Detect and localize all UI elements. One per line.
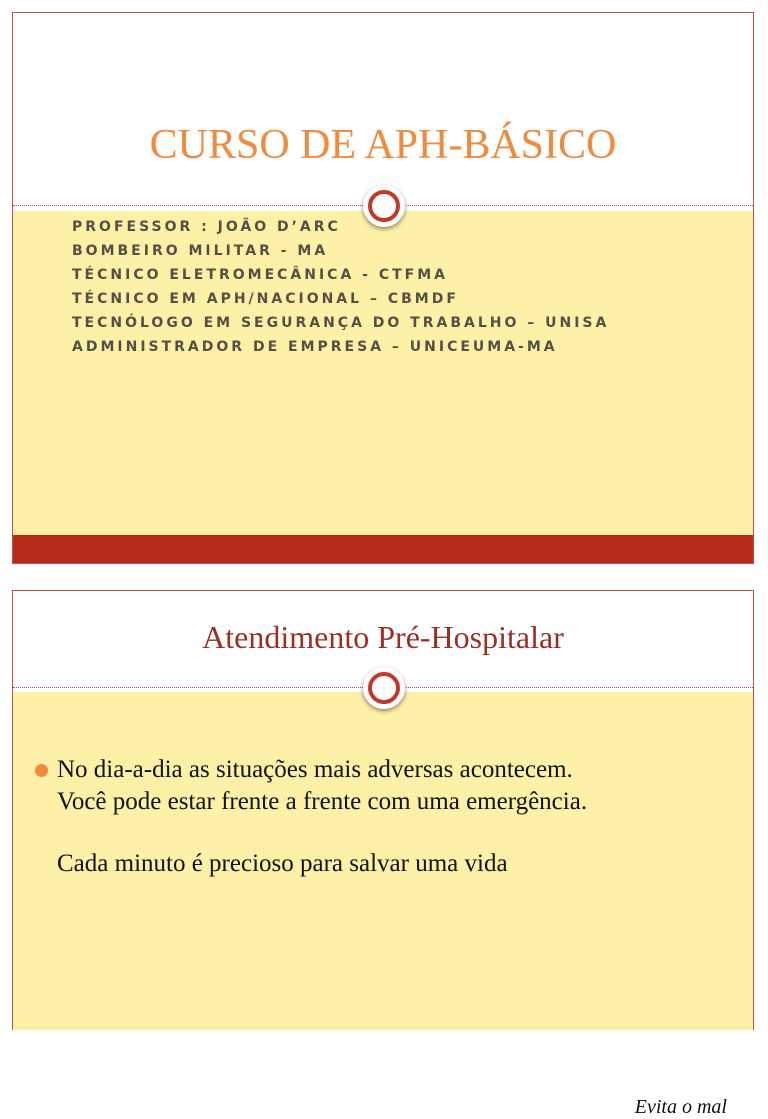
slide-1-bottom-bar xyxy=(13,535,753,563)
bullet-line: Cada minuto é precioso para salvar uma vida xyxy=(57,850,508,877)
bullet-line: No dia-a-dia as situações mais adversas acontecem. xyxy=(57,756,573,783)
bullet-line: Você pode estar frente a frente com uma emergência. xyxy=(57,788,588,815)
subtitle-line: TECNÓLOGO EM SEGURANÇA DO TRABALHO – UNISA xyxy=(72,315,610,331)
line-gap xyxy=(57,818,587,848)
bullet-icon xyxy=(35,764,48,777)
slide-1-subtitle-list xyxy=(72,215,609,359)
subtitle-line: TÉCNICO ELETROMECÂNICA - CTFMA xyxy=(72,267,448,283)
slide-1 xyxy=(12,12,754,564)
slide-1-title-area xyxy=(13,13,753,205)
subtitle-line: BOMBEIRO MILITAR - MA xyxy=(72,243,329,259)
slide-1-title: CURSO DE APH-BÁSICO xyxy=(149,122,617,168)
ring-ornament-icon xyxy=(363,667,405,709)
subtitle-line: PROFESSOR : JOÃO D’ARC xyxy=(72,219,341,235)
slide-2-title: Atendimento Pré-Hospitalar xyxy=(202,619,564,655)
bullet-text xyxy=(57,754,587,880)
corner-note: Evita o mal xyxy=(634,1096,727,1118)
subtitle-line: ADMINISTRADOR DE EMPRESA – UNICEUMA-MA xyxy=(72,339,558,355)
subtitle-line: TÉCNICO EM APH/NACIONAL – CBMDF xyxy=(72,291,459,307)
slide-2 xyxy=(12,590,754,1118)
